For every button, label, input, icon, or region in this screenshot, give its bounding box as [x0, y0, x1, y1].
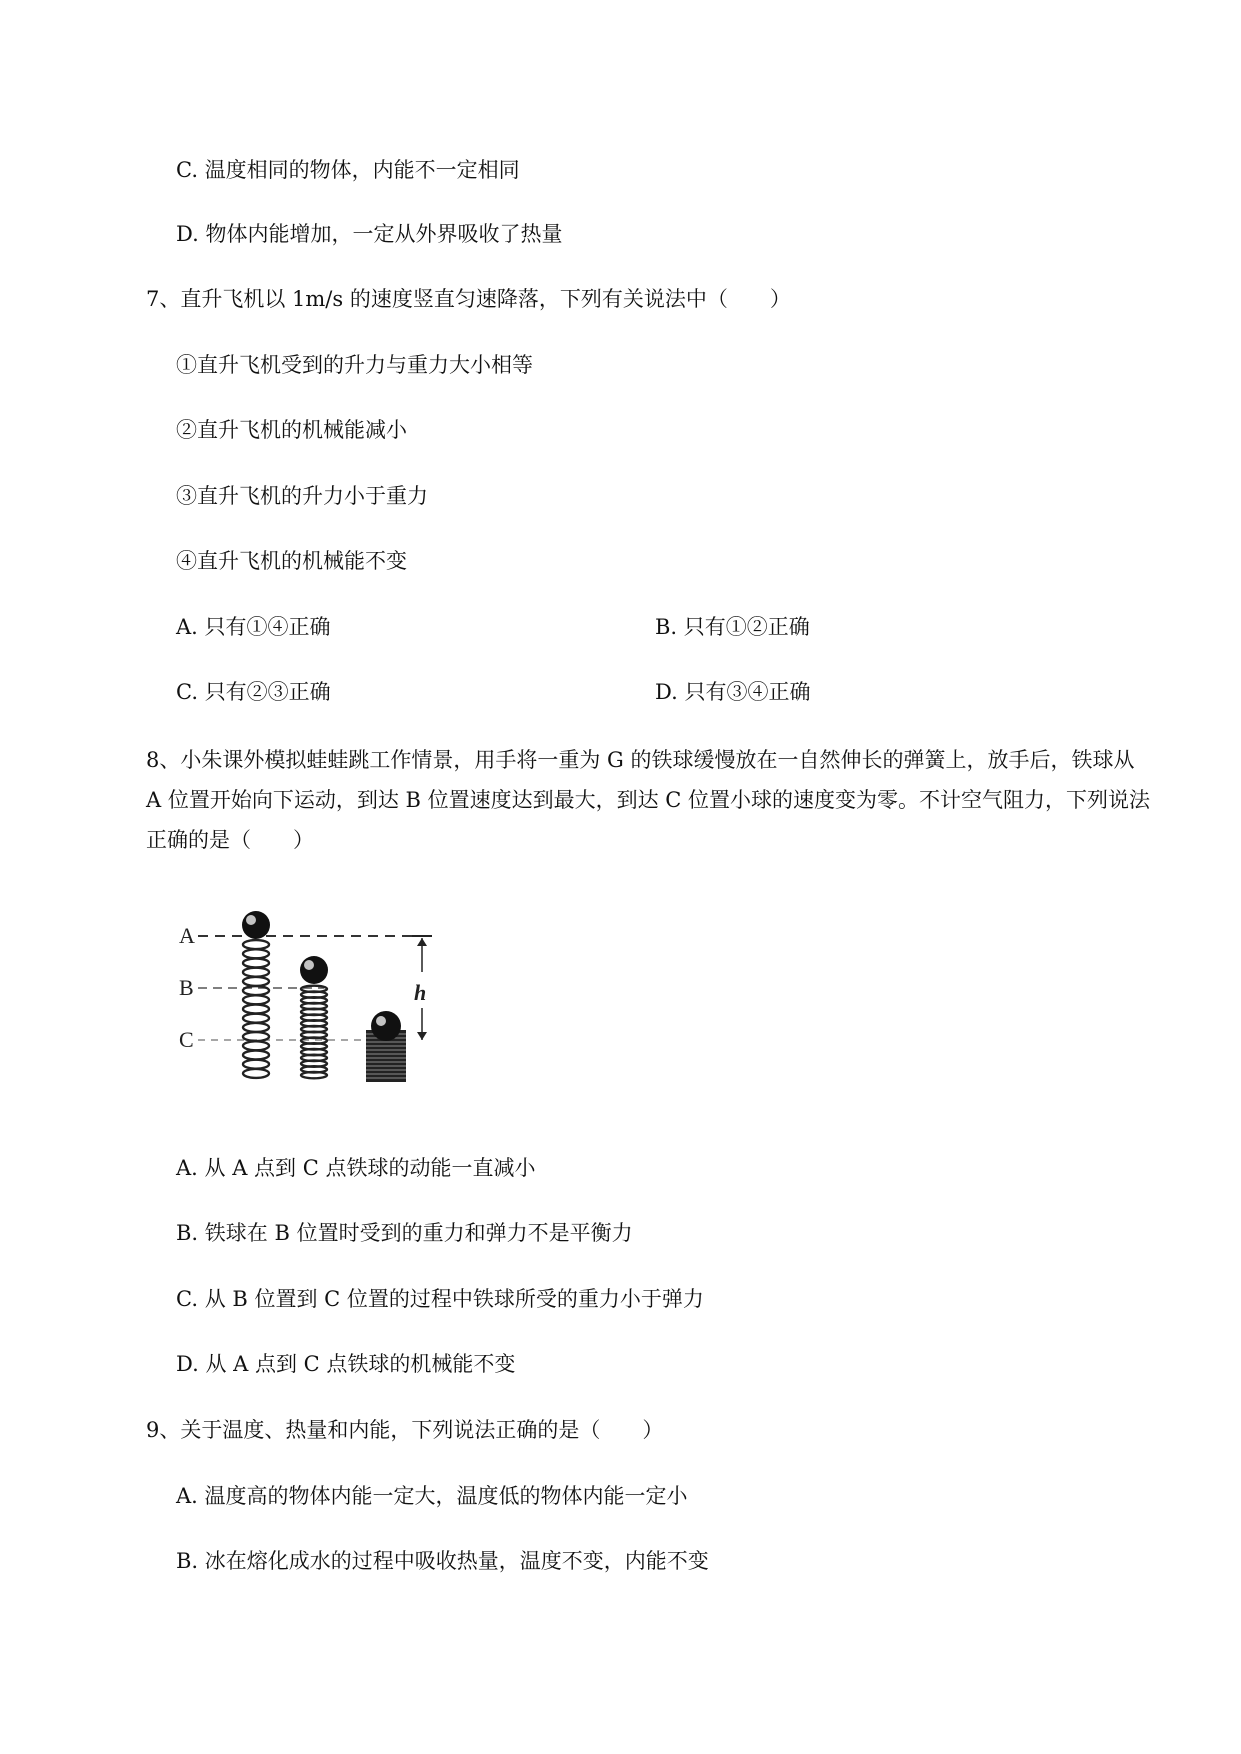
spring-a — [243, 940, 269, 1078]
ball-a — [242, 911, 270, 939]
q9-option-b — [176, 1546, 709, 1576]
option-text: 温度高的物体内能一定大，温度低的物体内能一定小 — [204, 1484, 688, 1508]
q8-option-b — [176, 1218, 633, 1248]
spring-coil — [243, 949, 269, 958]
spring-coil — [243, 940, 269, 949]
option-letter: A. — [176, 1484, 198, 1508]
option-letter: D. — [176, 1352, 199, 1376]
q7-option-d — [655, 677, 810, 707]
label-a: A — [179, 923, 195, 948]
spring-coil — [243, 977, 269, 986]
q7-stem: 7、直升飞机以 1m/s 的速度竖直匀速降落，下列有关说法中（ ） — [146, 287, 791, 311]
q7-statement-4: ④直升飞机的机械能不变 — [176, 549, 407, 573]
spring-coil — [243, 1014, 269, 1023]
q8-option-a — [176, 1153, 535, 1183]
q9-stem: 9、关于温度、热量和内能，下列说法正确的是（ ） — [146, 1418, 664, 1442]
q8-option-c — [176, 1284, 704, 1314]
spring-b — [301, 986, 327, 1079]
ball-a-highlight — [246, 915, 256, 925]
option-text: 只有①②正确 — [683, 615, 810, 639]
spring-ball-figure — [176, 900, 476, 1100]
option-text: 只有①④正确 — [204, 615, 331, 639]
spring-coil — [243, 1069, 269, 1078]
q9-option-a — [176, 1481, 688, 1511]
spring-diagram — [176, 900, 476, 1100]
option-letter: D. — [655, 680, 678, 704]
ball-b — [300, 956, 328, 984]
h-arrow-head-bottom — [417, 1032, 427, 1040]
spring-coil — [243, 959, 269, 968]
q7-statement-1: ①直升飞机受到的升力与重力大小相等 — [176, 353, 533, 377]
spring-coil — [243, 986, 269, 995]
option-letter: D. — [176, 222, 199, 246]
option-text: 物体内能增加，一定从外界吸收了热量 — [205, 222, 563, 246]
ball-c — [371, 1011, 401, 1041]
option-letter: B. — [655, 615, 678, 639]
option-letter: A. — [176, 615, 198, 639]
q6-option-d — [176, 219, 562, 249]
option-text: 从 B 位置到 C 位置的过程中铁球所受的重力小于弹力 — [204, 1287, 704, 1311]
spring-coil — [243, 968, 269, 977]
spring-coil — [301, 1072, 327, 1078]
q8-option-d — [176, 1349, 515, 1379]
option-text: 从 A 点到 C 点铁球的机械能不变 — [205, 1352, 516, 1376]
ball-c-highlight — [376, 1016, 386, 1026]
label-h: h — [414, 980, 427, 1005]
spring-coil — [243, 1051, 269, 1060]
label-c: C — [179, 1027, 194, 1052]
option-letter: C. — [176, 680, 198, 704]
option-letter: B. — [176, 1549, 199, 1573]
option-letter: A. — [176, 1156, 198, 1180]
spring-coil — [243, 1005, 269, 1014]
spring-coil — [243, 995, 269, 1004]
option-letter: C. — [176, 1287, 198, 1311]
h-arrow-head-top — [417, 938, 427, 946]
option-text: 冰在熔化成水的过程中吸收热量，温度不变，内能不变 — [204, 1549, 709, 1573]
option-letter: C. — [176, 158, 198, 182]
spring-coil — [243, 1060, 269, 1069]
q7-option-b — [655, 612, 810, 642]
q7-option-a — [176, 612, 331, 642]
option-text: 铁球在 B 位置时受到的重力和弹力不是平衡力 — [204, 1221, 633, 1245]
option-text: 只有③④正确 — [684, 680, 811, 704]
q6-option-c — [176, 155, 520, 185]
q8-stem: 8、小朱课外模拟蛙蛙跳工作情景，用手将一重为 G 的铁球缓慢放在一自然伸长的弹簧上，放手后，铁球从 A 位置开始向下运动，到达 B 位置速度达到最大，到达 C 位置小球的速度变为零。不计空气阻力，下列说法正确的是（ ） — [146, 748, 1151, 852]
option-text: 只有②③正确 — [204, 680, 331, 704]
spring-coil — [243, 1041, 269, 1050]
option-text: 温度相同的物体，内能不一定相同 — [204, 158, 520, 182]
q7-option-c — [176, 677, 331, 707]
ball-b-highlight — [304, 960, 314, 970]
label-b: B — [179, 975, 194, 1000]
option-text: 从 A 点到 C 点铁球的动能一直减小 — [204, 1156, 536, 1180]
option-letter: B. — [176, 1221, 199, 1245]
q7-statement-2: ②直升飞机的机械能减小 — [176, 418, 407, 442]
spring-coil — [243, 1023, 269, 1032]
q7-statement-3: ③直升飞机的升力小于重力 — [176, 484, 428, 508]
